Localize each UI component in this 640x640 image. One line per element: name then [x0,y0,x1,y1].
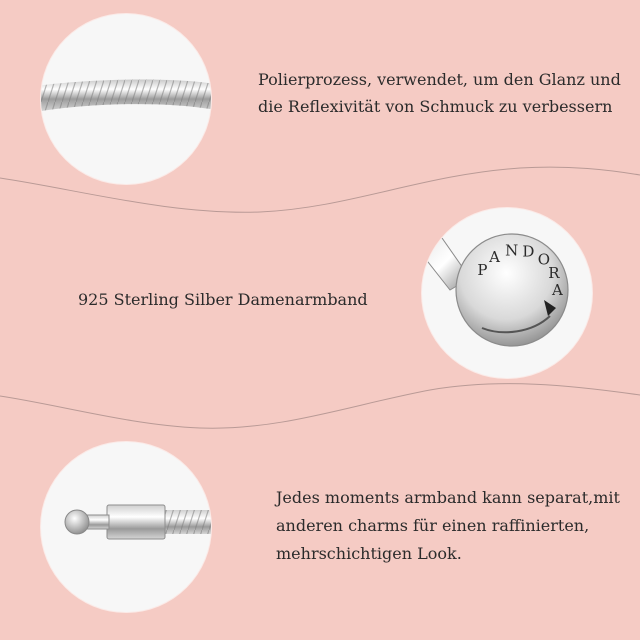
clasp-detail-photo [422,208,592,378]
engraving-text: PA N D O R A [477,241,563,299]
ball-clasp-icon [422,208,592,378]
end-cap-detail-photo [41,442,211,612]
caption-sterling-silver: 925 Sterling Silber Damenarmband [78,290,368,309]
bracelet-end-cap-icon [41,442,211,612]
caption-moments-bracelet: Jedes moments armband kann separat,mit anderen charms für einen raffinierten, mehrschichtigen Look. [276,488,620,563]
chain-detail-photo [41,14,211,184]
snake-chain-bracelet-icon [41,14,211,184]
wave-line-bottom [0,384,640,429]
caption-polishing: Polierprozess, verwendet, um den Glanz und die Reflexivität von Schmuck zu verbessern [258,70,621,116]
